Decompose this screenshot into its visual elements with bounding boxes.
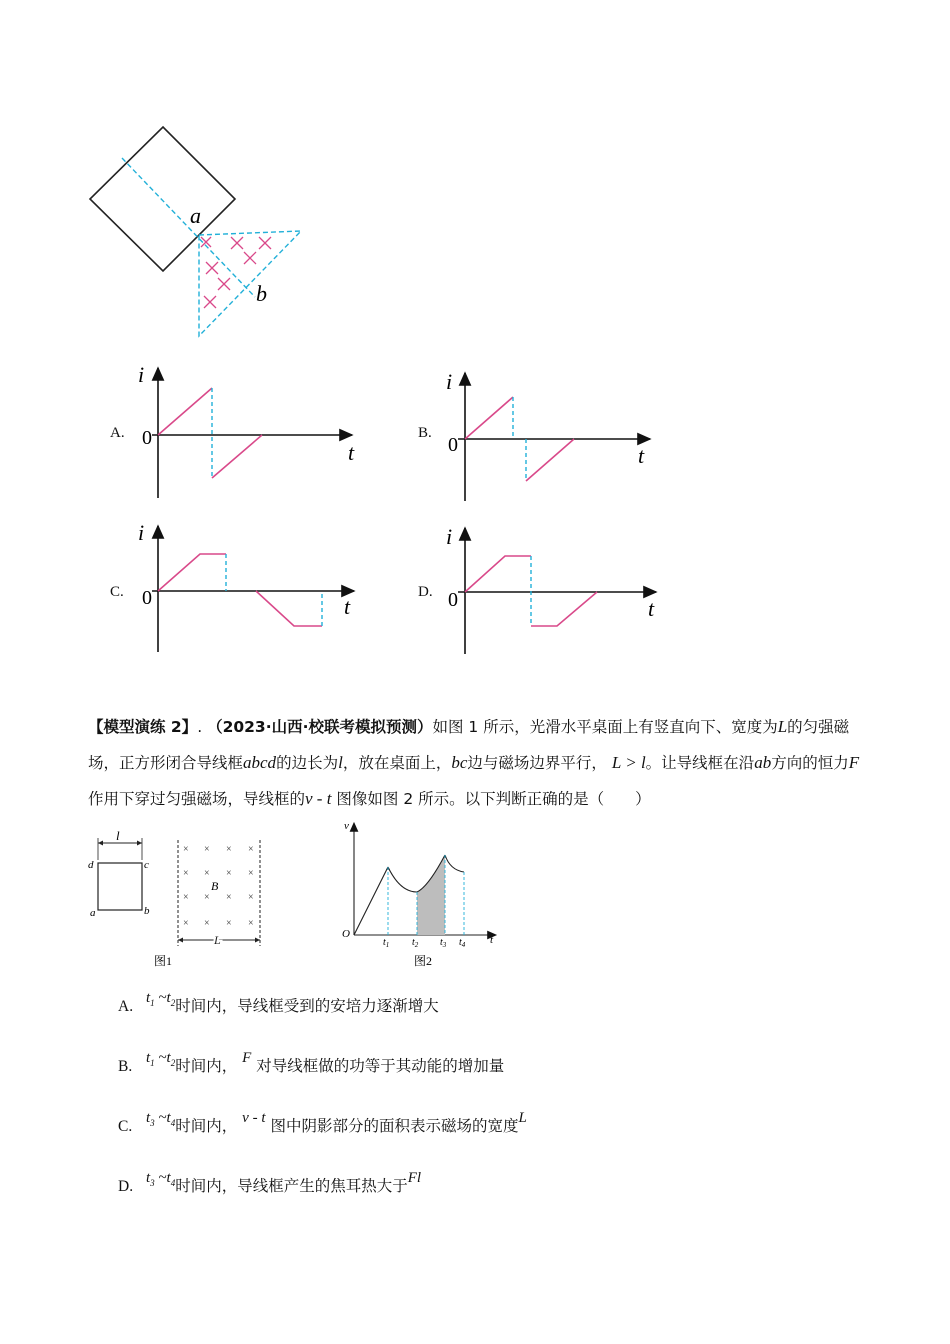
- graph-c-label: C.: [110, 584, 124, 600]
- graph-option-a: [130, 360, 370, 505]
- svg-text:×: ×: [183, 844, 189, 855]
- graph-b-label: B.: [418, 425, 432, 441]
- triangle-field-region: [199, 231, 301, 336]
- graph-d-label: D.: [418, 584, 433, 600]
- svg-text:O: O: [342, 928, 350, 940]
- svg-text:×: ×: [204, 868, 210, 879]
- svg-text:0: 0: [448, 589, 458, 611]
- loop-diagonal: [122, 158, 255, 297]
- svg-text:t1: $t_1$: [383, 937, 390, 949]
- figure-1: [86, 830, 276, 975]
- svg-text:×: ×: [248, 868, 254, 879]
- svg-text:i: i: [446, 524, 453, 549]
- svg-text:×: ×: [183, 892, 189, 903]
- svg-text:i: i: [138, 362, 145, 387]
- loop-field-figure: [80, 115, 320, 345]
- svg-text:t: t: [490, 934, 494, 946]
- svg-text:图2: 图2: [414, 954, 433, 968]
- svg-text:×: ×: [248, 844, 254, 855]
- svg-text:t: t: [648, 596, 655, 621]
- label-b: b: [256, 281, 267, 306]
- svg-text:0: 0: [142, 587, 152, 609]
- question-text: 【模型演练 2】. （2023·山西·校联考模拟预测）如图 1 所示，光滑水平桌面上有竖直向下、宽度为L的匀强磁场，正方形闭合导线框abcd的边长为l，放在桌面上，bc边与磁场边界平行， L > l。让导线框在沿ab方向的恒力F 作用下穿过匀强磁场，导线框的v - t 图像如图 2 所示。以下判断正确的是（ ）: [88, 717, 860, 808]
- svg-text:图1: 图1: [154, 954, 173, 968]
- svg-text:×: ×: [226, 918, 232, 929]
- svg-text:×: ×: [226, 868, 232, 879]
- svg-text:i: i: [446, 369, 453, 394]
- svg-text:t: t: [348, 440, 355, 465]
- svg-text:L: L: [214, 933, 221, 947]
- svg-text:×: ×: [204, 918, 210, 929]
- graph-option-d: [438, 520, 678, 660]
- choice-d[interactable]: D. $t_3$ $\sim t_4$时间内，导线框产生的焦耳热大于Fl: [118, 1170, 422, 1195]
- square-loop: [90, 127, 235, 271]
- svg-text:d: d: [88, 859, 94, 871]
- svg-text:×: ×: [204, 892, 210, 903]
- svg-text:×: ×: [248, 892, 254, 903]
- svg-text:c: c: [144, 859, 149, 871]
- svg-text:×: ×: [204, 844, 210, 855]
- figure-2: [338, 815, 508, 975]
- graph-option-b: [438, 365, 678, 510]
- question-tag: 【模型演练 2】: [88, 718, 198, 736]
- choice-c[interactable]: C. $t_3$ $\sim t_4$时间内， v - t 图中阴影部分的面积表示磁场的宽度L: [118, 1110, 527, 1135]
- choice-b[interactable]: B. $t_1$ $\sim t_2$时间内， F 对导线框做的功等于其动能的增加量: [118, 1050, 505, 1075]
- svg-text:0: 0: [142, 427, 152, 449]
- svg-text:t2: $t_2$: [412, 937, 419, 949]
- svg-text:×: ×: [248, 918, 254, 929]
- svg-text:×: ×: [183, 868, 189, 879]
- svg-text:a: a: [90, 907, 96, 919]
- svg-text:×: ×: [226, 844, 232, 855]
- svg-text:×: ×: [226, 892, 232, 903]
- svg-text:i: i: [138, 520, 145, 545]
- svg-text:t: t: [344, 594, 351, 619]
- graph-a-label: A.: [110, 425, 125, 441]
- svg-text:v: v: [344, 820, 349, 832]
- svg-text:t3: $t_3$: [440, 937, 447, 949]
- question-source: （2023·山西·校联考模拟预测）: [207, 718, 433, 736]
- svg-text:t4: $t_4$: [459, 937, 466, 949]
- svg-text:×: ×: [183, 918, 189, 929]
- label-a: a: [190, 203, 201, 228]
- svg-text:t: t: [638, 443, 645, 468]
- svg-text:0: 0: [448, 434, 458, 456]
- choice-a[interactable]: A. $t_1$ $\sim t_2$时间内，导线框受到的安培力逐渐增大: [118, 990, 439, 1015]
- svg-text:b: b: [144, 905, 150, 917]
- graph-option-c: [130, 518, 370, 658]
- svg-text:B: B: [211, 879, 219, 893]
- svg-text:l: l: [116, 830, 120, 843]
